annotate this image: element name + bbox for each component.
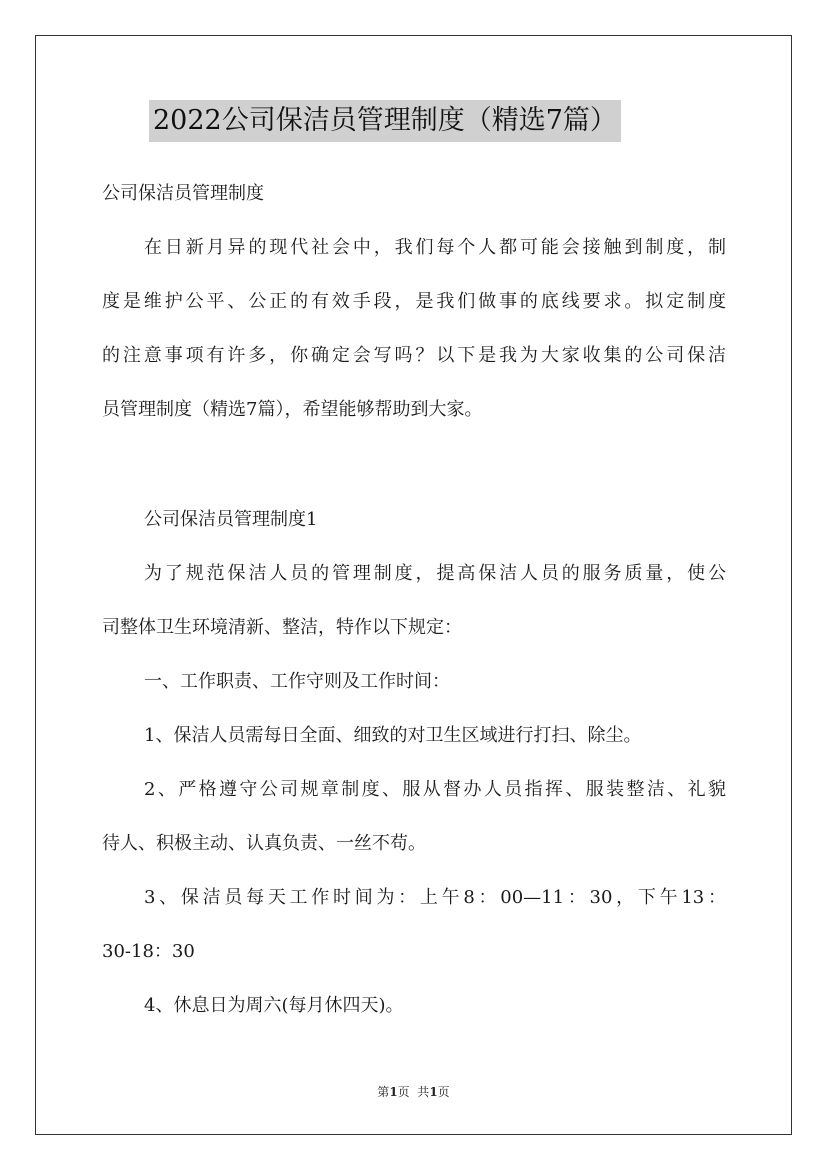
part1-line-6: 待人、积极主动、认真负责、一丝不苟。: [102, 833, 426, 854]
footer-page-total: 1: [429, 1085, 438, 1099]
footer-prefix: 第: [377, 1085, 390, 1099]
footer-page-current: 1: [389, 1085, 398, 1099]
part1-line-8: 30-18：30: [102, 941, 195, 962]
part1-line-5: 2、严格遵守公司规章制度、服从督办人员指挥、服装整洁、礼貌: [144, 779, 726, 800]
footer-suffix: 页: [437, 1085, 450, 1099]
part1-line-7: 3、保洁员每天工作时间为：上午8：00—11：30，下午13：: [144, 887, 726, 908]
footer-mid: 页 共: [397, 1085, 430, 1099]
intro-line-1: 在日新月异的现代社会中，我们每个人都可能会接触到制度，制: [144, 237, 726, 258]
section-heading: 公司保洁员管理制度: [102, 183, 264, 204]
part1-heading: 公司保洁员管理制度1: [144, 509, 318, 530]
page-footer: [0, 1084, 827, 1100]
intro-line-3: 的注意事项有许多，你确定会写吗？以下是我为大家收集的公司保洁: [102, 345, 726, 366]
intro-line-2: 度是维护公平、公正的有效手段，是我们做事的底线要求。拟定制度: [102, 291, 726, 312]
intro-line-4: 员管理制度（精选7篇），希望能够帮助到大家。: [102, 399, 483, 420]
part1-line-4: 1、保洁人员需每日全面、细致的对卫生区域进行打扫、除尘。: [144, 725, 642, 746]
part1-line-2: 司整体卫生环境清新、整洁，特作以下规定：: [102, 617, 462, 638]
part1-line-3: 一、工作职责、工作守则及工作时间：: [144, 671, 450, 692]
part1-line-9: 4、休息日为周六(每月休四天)。: [144, 995, 404, 1016]
part1-line-1: 为了规范保洁人员的管理制度，提高保洁人员的服务质量，使公: [144, 563, 726, 584]
document-title: 2022公司保洁员管理制度（精选7篇）: [149, 100, 621, 142]
